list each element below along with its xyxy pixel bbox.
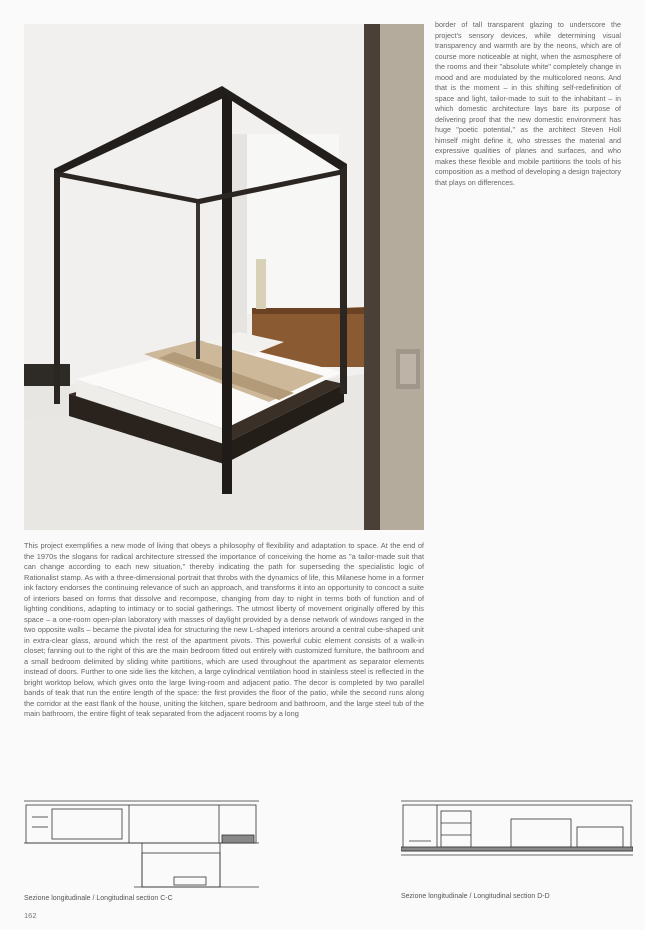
right-column-text [435,20,621,188]
right-column-paragraph: border of tall transparent glazing to underscore the project's sensory devices, while determining visual transparency and warmth are by the neons, which are of course more noticeable at night, when the asmosphere of the rooms and their "absolute white" completely change in mood and are modulated by the multicolored neons. And that is the moment – in this shifting self-redefinition of space and light, tailor-made to suit to the inhabitant – in which domestic architecture lays bare its purpose of delivering proof that the new domestic environment has huge "poetic potential," as the architect Steven Holl himself might define it, who stresses the material and expressive qualities of planes and surfaces, and who makes these flexible and mobile partitions the tools of his composition as a method of developing a design trajectory that plays on differences. [435,20,621,187]
caption-section-dd: Sezione longitudinale / Longitudinal section D-D [401,893,550,900]
page-number: 162 [24,911,37,920]
caption-section-cc: Sezione longitudinale / Longitudinal section C-C [24,895,173,902]
main-body-text [24,541,424,720]
section-dd-drawing [401,797,633,864]
bedroom-photo [24,24,424,530]
main-paragraph: This project exemplifies a new mode of living that obeys a philosophy of flexibility and adaptation to space. At the end of the 1970s the slogans for radical architecture stressed the importance of conceiving the home as "a tailor-made suit that can change according to each new situation," thereby indicating the path for superseding the specialistic logic of Rationalist stamp. As with a three-dimensional portrait that throbs with the dynamics of life, this Milanese home in a former ink factory endorses the continuing relevance of such an approach, and transforms it into an opportunity to concoct a suite of interiors based on forms that dissolve and recompose, changing from day to night in terms both of function and of lighting conditions, adapting to intimacy or to social gatherings. The utmost liberty of movement originally offered by this space – a one-room open-plan laboratory with masses of daylight provided by a dense network of windows ranged in the two opposite walls – became the pivotal idea for structuring the new L-shaped interiors around a central cube-shaped unit in extra-clear glass, around which the rest of the apartment pivots. This powerful cubic element consists of a walk-in closet; fanning out to the right of this are the main bedroom fitted out entirely with customized furniture, the bathroom and a small bedroom delimited by sliding white partitions, which are used throughout the apartment as separator elements instead of doors. Further to one side lies the kitchen, a large cylindrical ventilation hood in stainless steel is reflected in the bright worktop below, which gives onto the large living-room and adjacent patio. The decor is completed by two parallel bands of teak that run the entire length of the space: the first provides the floor of the patio, while the second runs along the corridor at the east flank of the house, uniting the kitchen, spare bedroom and bathroom, and the large steel tub of the main bathroom, the entire flight of teak separated from the adjacent rooms by a long [24,541,424,718]
section-cc-drawing [24,797,259,897]
